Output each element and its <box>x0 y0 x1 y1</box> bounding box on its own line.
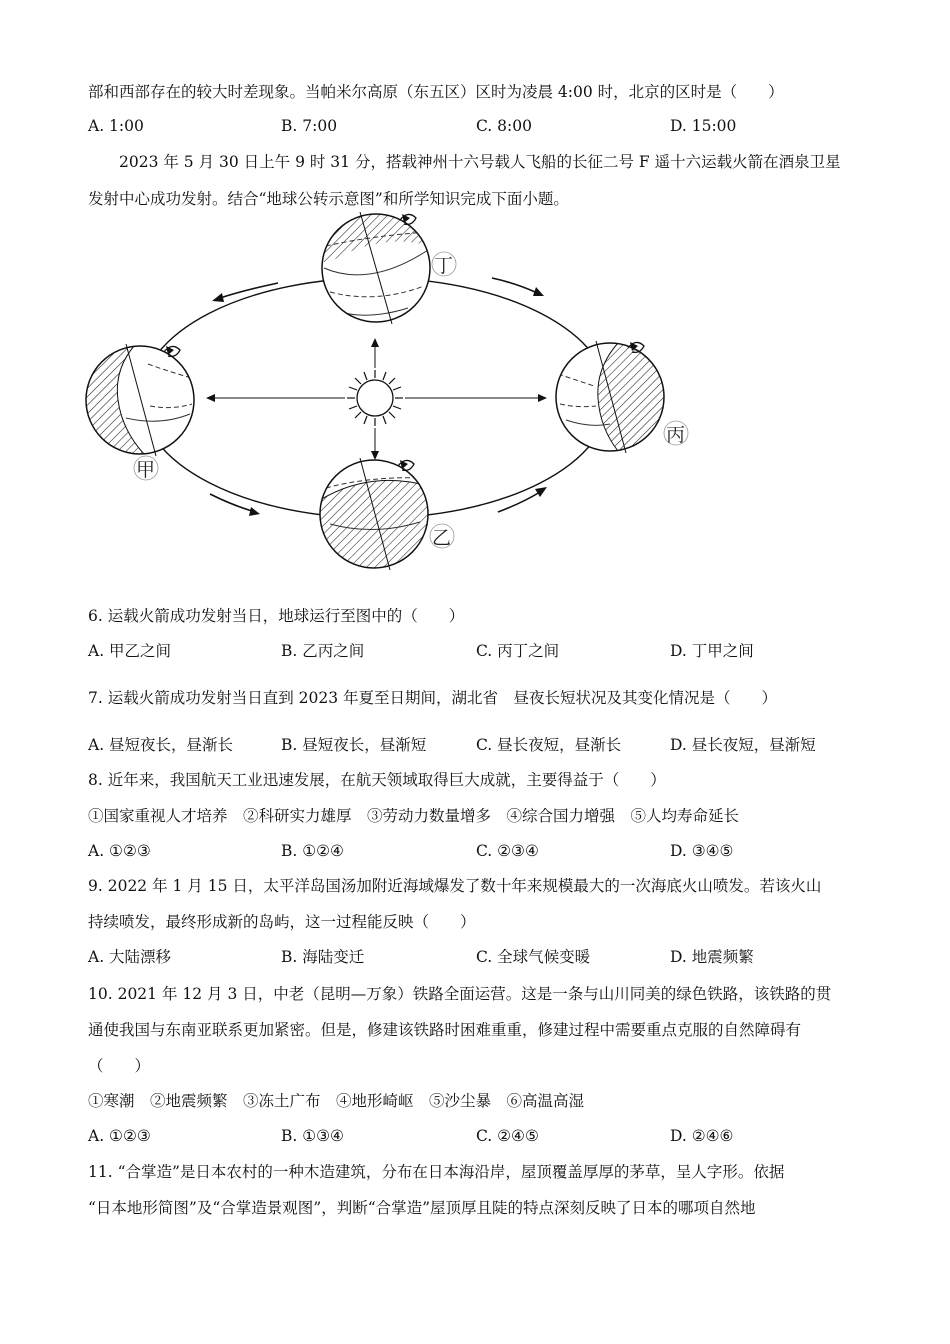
intro-paragraph-line-2: 发射中心成功发射。结合“地球公转示意图”和所学知识完成下面小题。 <box>88 190 569 208</box>
question-11-stem-line-2: “日本地形简图”及“合掌造景观图”，判断“合掌造”屋顶厚且陡的特点深刻反映了日本的哪项自然地 <box>88 1199 756 1217</box>
q10-option-c: C. ②④⑤ <box>476 1127 539 1145</box>
label-bing: 丙 <box>666 424 686 446</box>
q9-option-b: B. 海陆变迁 <box>281 948 365 966</box>
q5-option-d: D. 15:00 <box>670 117 737 135</box>
label-ding: 丁 <box>434 255 454 277</box>
question-7-options <box>88 735 888 755</box>
question-9-options <box>88 947 888 967</box>
q8-option-c: C. ②③④ <box>476 842 539 860</box>
q9-option-d: D. 地震频繁 <box>670 948 754 966</box>
q10-option-a: A. ①②③ <box>88 1127 151 1145</box>
q6-option-c: C. 丙丁之间 <box>476 642 560 660</box>
q5-option-b: B. 7:00 <box>281 117 338 135</box>
question-5-stem: 部和西部存在的较大时差现象。当帕米尔高原（东五区）区时为凌晨 4:00 时，北京的区时是（ ） <box>88 83 784 101</box>
earth-yi-icon <box>320 458 428 570</box>
q9-option-c: C. 全球气候变暖 <box>476 948 591 966</box>
question-8-items: ①国家重视人才培养 ②科研实力雄厚 ③劳动力数量增多 ④综合国力增强 ⑤人均寿命延长 <box>88 807 740 825</box>
q7-option-d: D. 昼长夜短，昼渐短 <box>670 736 816 754</box>
q10-option-d: D. ②④⑥ <box>670 1127 734 1145</box>
question-8-stem: 8. 近年来，我国航天工业迅速发展，在航天领域取得巨大成就，主要得益于（ ） <box>88 771 666 789</box>
sun-icon <box>206 338 547 460</box>
question-7-stem: 7. 运载火箭成功发射当日直到 2023 年夏至日期间，湖北省 昼夜长短状况及其变化情况是（ ） <box>88 689 778 707</box>
question-10-stem-line-3: （ ） <box>88 1057 151 1075</box>
question-9-stem-line-1: 9. 2022 年 1 月 15 日，太平洋岛国汤加附近海域爆发了数十年来规模最大的一次海底火山喷发。若该火山 <box>88 877 822 895</box>
q9-option-a: A. 大陆漂移 <box>88 948 172 966</box>
label-yi: 乙 <box>432 527 452 549</box>
q7-option-a: A. 昼短夜长，昼渐长 <box>88 736 234 754</box>
question-10-stem-line-2: 通使我国与东南亚联系更加紧密。但是，修建该铁路时困难重重，修建过程中需要重点克服的自然障碍有 <box>88 1021 802 1039</box>
question-8-options <box>88 841 888 861</box>
q7-option-b: B. 昼短夜长，昼渐短 <box>281 736 427 754</box>
q6-option-a: A. 甲乙之间 <box>88 642 172 660</box>
question-10-stem-line-1: 10. 2021 年 12 月 3 日，中老（昆明—万象）铁路全面运营。这是一条与山川同美的绿色铁路，该铁路的贯 <box>88 985 832 1003</box>
question-11-stem-line-1: 11. “合掌造”是日本农村的一种木造建筑，分布在日本海沿岸，屋顶覆盖厚厚的茅草，呈人字形。依据 <box>88 1163 785 1181</box>
question-6-stem: 6. 运载火箭成功发射当日，地球运行至图中的（ ） <box>88 607 465 625</box>
earth-revolution-diagram <box>70 212 710 592</box>
intro-paragraph-line-1: 2023 年 5 月 30 日上午 9 时 31 分，搭载神州十六号载人飞船的长征二号 F 遥十六运载火箭在酒泉卫星 <box>119 153 841 171</box>
question-10-items: ①寒潮 ②地震频繁 ③冻土广布 ④地形崎岖 ⑤沙尘暴 ⑥高温高湿 <box>88 1092 585 1110</box>
q6-option-b: B. 乙丙之间 <box>281 642 365 660</box>
q8-option-a: A. ①②③ <box>88 842 151 860</box>
earth-ding-icon <box>322 212 430 324</box>
question-6-options <box>88 641 888 661</box>
q8-option-d: D. ③④⑤ <box>670 842 734 860</box>
earth-jia-icon <box>86 344 194 456</box>
q5-option-c: C. 8:00 <box>476 117 532 135</box>
q10-option-b: B. ①③④ <box>281 1127 344 1145</box>
label-jia: 甲 <box>136 459 156 481</box>
q8-option-b: B. ①②④ <box>281 842 344 860</box>
q7-option-c: C. 昼长夜短，昼渐长 <box>476 736 622 754</box>
question-9-stem-line-2: 持续喷发，最终形成新的岛屿，这一过程能反映（ ） <box>88 913 476 931</box>
q6-option-d: D. 丁甲之间 <box>670 642 754 660</box>
question-5-options <box>88 116 888 136</box>
earth-bing-icon <box>556 341 664 453</box>
q5-option-a: A. 1:00 <box>88 117 144 135</box>
question-10-options <box>88 1126 888 1146</box>
